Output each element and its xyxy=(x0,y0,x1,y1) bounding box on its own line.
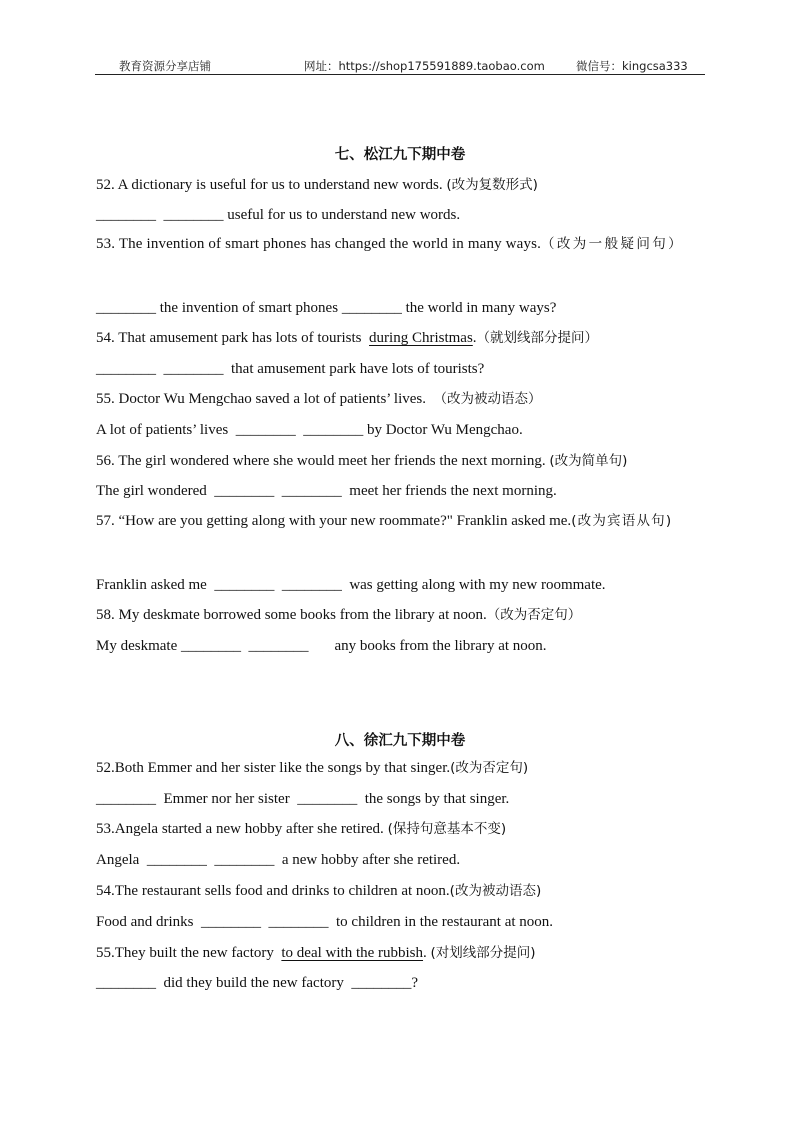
answer-blank-1: ________ xyxy=(96,791,156,807)
answer-blank-1: ________ xyxy=(96,300,156,316)
answer-text: Franklin asked me xyxy=(96,577,215,593)
question-text: 54. That amusement park has lots of tourists xyxy=(96,330,370,346)
page-header xyxy=(95,56,705,75)
question-text: 53.Angela started a new hobby after she retired. xyxy=(96,821,388,837)
s8-question-52 xyxy=(96,759,708,777)
instruction-note: (改为否定句) xyxy=(450,760,529,776)
s7-answer-58 xyxy=(96,637,708,655)
s7-question-54 xyxy=(96,329,708,347)
s7-answer-52 xyxy=(96,206,708,224)
question-text: 52.Both Emmer and her sister like the songs by that singer. xyxy=(96,760,451,776)
instruction-note: (改为被动语态) xyxy=(449,883,542,899)
s8-answer-53 xyxy=(96,851,708,869)
instruction-note: (改为宾语从句) xyxy=(571,513,673,529)
question-text: 52. A dictionary is useful for us to understand new words. xyxy=(96,177,447,193)
underlined-phrase: during Christmas xyxy=(369,330,473,346)
s8-answer-52 xyxy=(96,790,708,808)
s7-answer-53 xyxy=(96,299,708,317)
s8-question-54 xyxy=(96,882,708,900)
s7-answer-55 xyxy=(96,421,708,439)
answer-blanks: ________ ________ xyxy=(146,852,275,868)
answer-text-end: any books from the library at noon. xyxy=(334,638,547,654)
answer-text-end: was getting along with my new roommate. xyxy=(341,577,606,593)
answer-blanks: ________ ________ xyxy=(201,914,329,930)
instruction-note: (改为复数形式) xyxy=(446,177,538,193)
answer-blank-2: ________ xyxy=(297,791,358,807)
header-wechat: 微信号：kingcsa333 xyxy=(576,59,688,73)
s7-question-57 xyxy=(96,506,708,537)
answer-blanks: ________ ________ xyxy=(235,422,364,438)
answer-blank-1: ________ xyxy=(96,975,156,991)
answer-blanks: ________ ________ xyxy=(180,638,309,654)
instruction-note: (对划线部分提问) xyxy=(430,945,536,961)
answer-text: useful for us to understand new words. xyxy=(223,207,461,223)
answer-text: The girl wondered xyxy=(96,483,215,499)
header-url[interactable]: 网址：https://shop175591889.taobao.com xyxy=(304,59,545,73)
answer-blanks: ________ ________ xyxy=(214,483,342,499)
answer-text-end: by Doctor Wu Mengchao. xyxy=(363,422,523,438)
s7-answer-54 xyxy=(96,360,708,378)
answer-text: A lot of patients’ lives xyxy=(96,422,236,438)
question-text: 53. The invention of smart phones has changed the world in many ways. xyxy=(96,236,541,252)
s8-question-55 xyxy=(96,944,708,962)
answer-text: the invention of smart phones xyxy=(156,300,342,316)
question-text: 55. Doctor Wu Mengchao saved a lot of patients’ lives. xyxy=(96,391,434,407)
header-shop-name: 教育资源分享店铺 xyxy=(119,59,211,73)
s7-answer-57 xyxy=(96,576,708,594)
question-punct: . xyxy=(423,945,431,961)
answer-text-end: meet her friends the next morning. xyxy=(341,483,557,499)
s7-question-52 xyxy=(96,176,708,194)
instruction-note: (保持句意基本不变) xyxy=(387,821,507,837)
question-text: 55.They built the new factory xyxy=(96,945,282,961)
answer-blanks: ________ ________ xyxy=(214,577,342,593)
question-text: 57. “How are you getting along with your new roommate?" Franklin asked me. xyxy=(96,513,572,529)
section-7-title: 七、松江九下期中卷 xyxy=(334,147,466,163)
question-text: 58. My deskmate borrowed some books from the library at noon. xyxy=(96,607,487,623)
question-punct: . xyxy=(472,330,477,346)
instruction-note: （改为被动语态） xyxy=(433,391,542,407)
instruction-note: （改为否定句） xyxy=(486,607,582,623)
answer-text: that amusement park have lots of tourists? xyxy=(223,361,485,377)
answer-question-mark: ? xyxy=(411,975,419,991)
section-8-title: 八、徐汇九下期中卷 xyxy=(334,733,466,749)
question-text: 56. The girl wondered where she would meet her friends the next morning. xyxy=(96,453,550,469)
answer-text-end: the songs by that singer. xyxy=(357,791,510,807)
answer-text-end: the world in many ways? xyxy=(401,300,557,316)
s7-question-53 xyxy=(96,229,708,260)
answer-blank-2: ________ xyxy=(341,300,402,316)
instruction-note: (改为简单句) xyxy=(549,453,628,469)
answer-blanks: ________ ________ xyxy=(96,207,224,223)
answer-text: Food and drinks xyxy=(96,914,201,930)
instruction-note: （改为一般疑问句） xyxy=(540,236,685,252)
answer-text: My deskmate xyxy=(96,638,181,654)
s8-answer-54 xyxy=(96,913,708,931)
s7-question-58 xyxy=(96,606,708,624)
instruction-note: （就划线部分提问） xyxy=(476,330,599,346)
answer-text-end: a new hobby after she retired. xyxy=(274,852,461,868)
s8-answer-55 xyxy=(96,974,708,992)
answer-blank-2: ________ xyxy=(351,975,412,991)
question-text: 54.The restaurant sells food and drinks to children at noon. xyxy=(96,883,450,899)
answer-blanks: ________ ________ xyxy=(96,361,224,377)
underlined-phrase: to deal with the rubbish xyxy=(281,945,424,961)
s7-answer-56 xyxy=(96,482,708,500)
answer-text-end: to children in the restaurant at noon. xyxy=(328,914,554,930)
answer-text: did they build the new factory xyxy=(156,975,352,991)
s7-question-56 xyxy=(96,452,708,470)
answer-text: Emmer nor her sister xyxy=(156,791,298,807)
answer-text: Angela xyxy=(96,852,147,868)
s7-question-55 xyxy=(96,390,708,408)
s8-question-53 xyxy=(96,820,708,838)
